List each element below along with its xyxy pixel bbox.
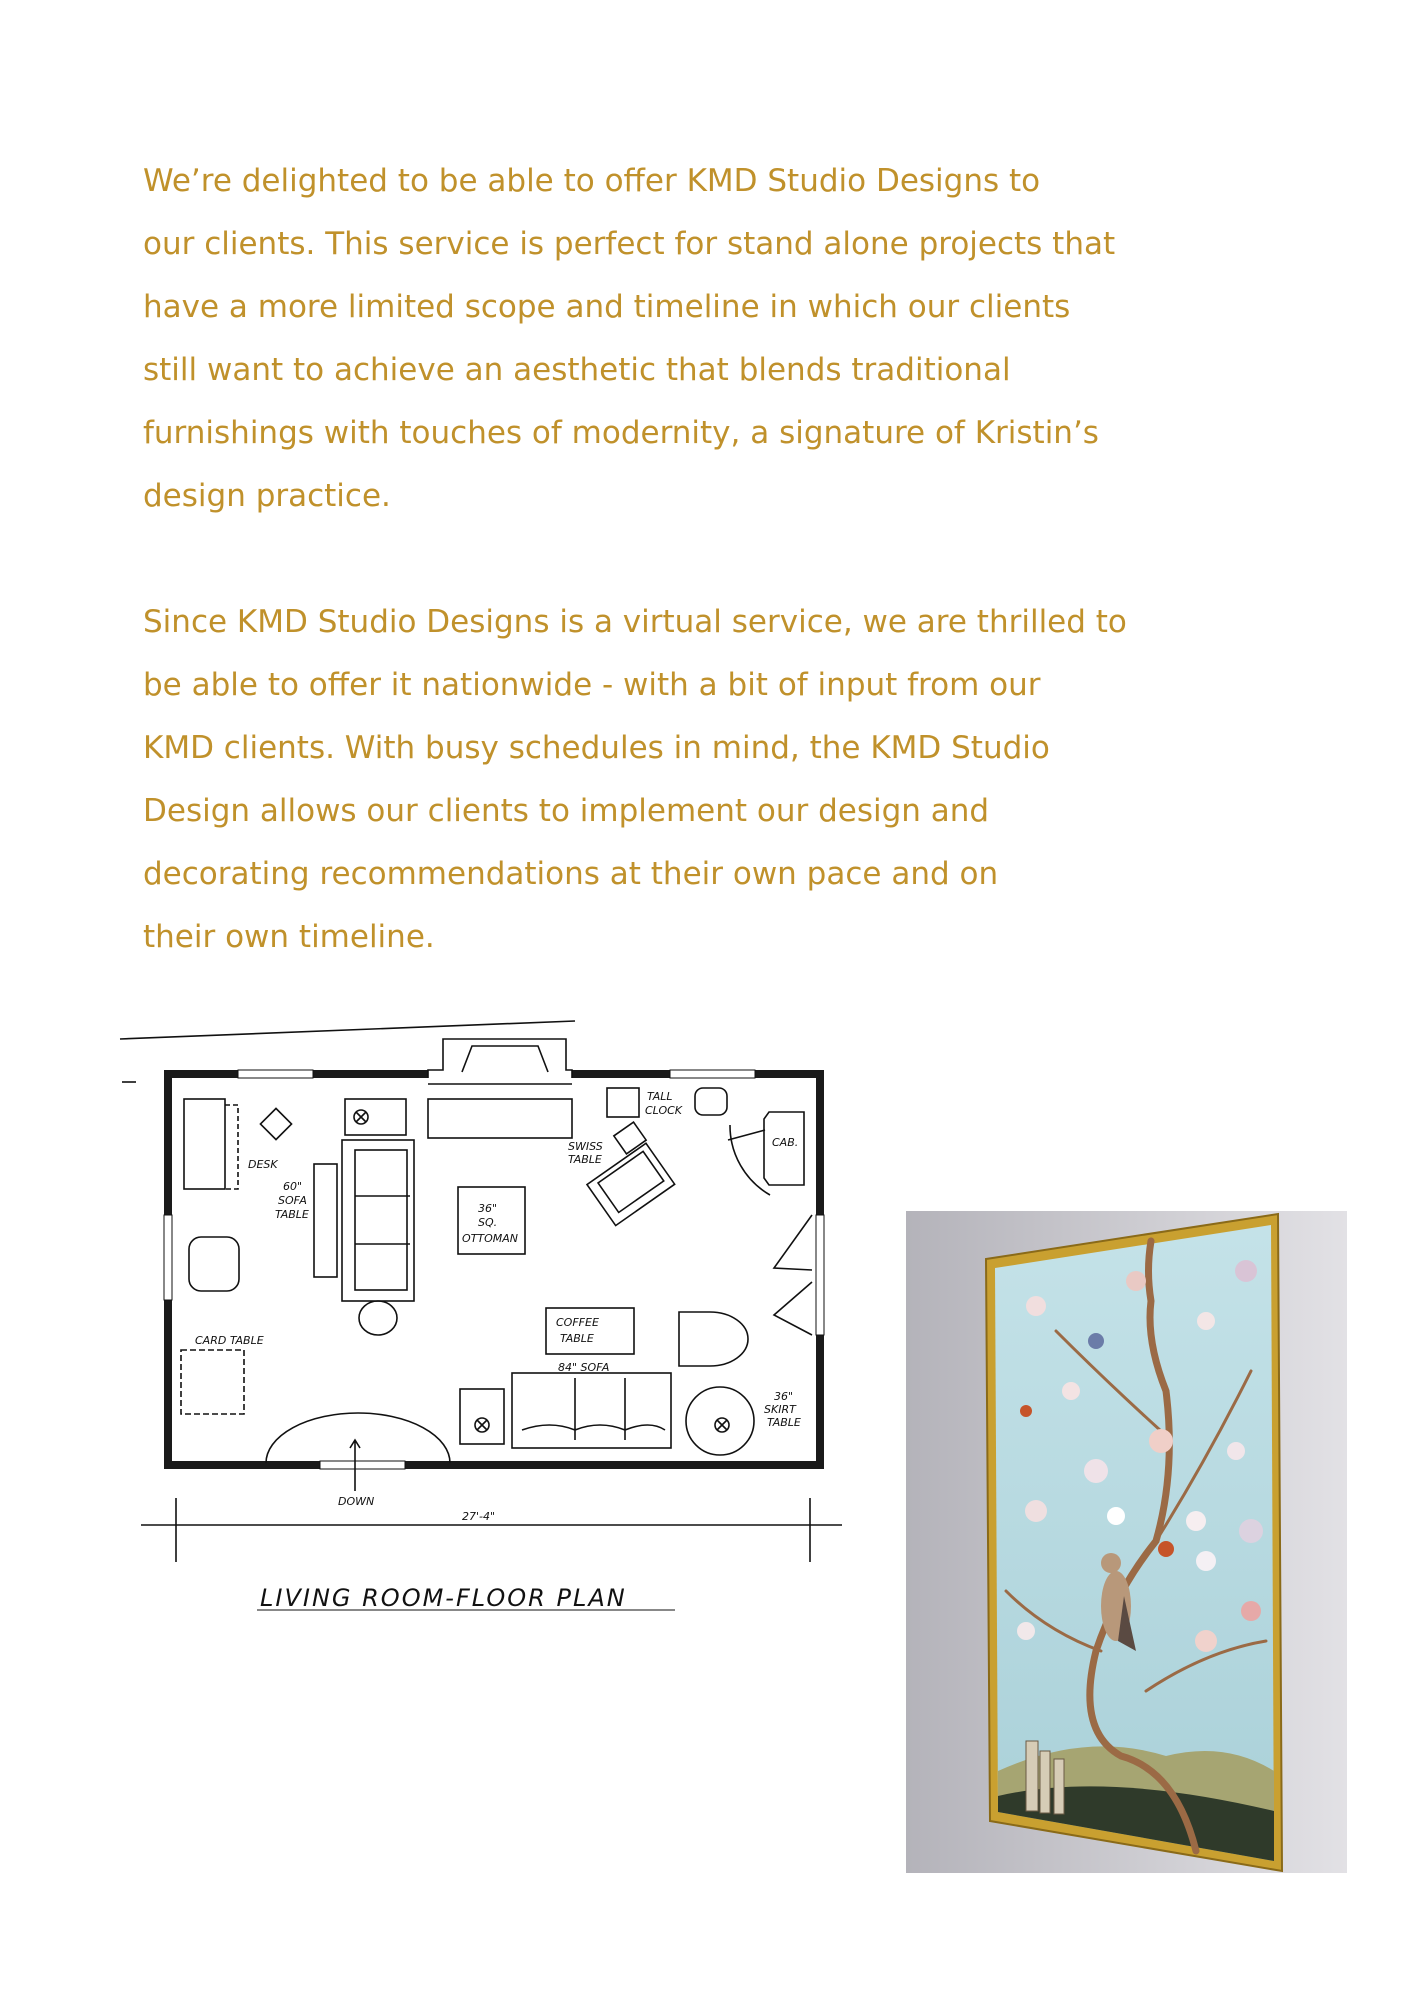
text-line: decorating recommendations at their own pace and on [143, 856, 999, 892]
label-desk: DESK [248, 1158, 278, 1171]
label-coffee-table: COFFEE [556, 1316, 599, 1329]
label-sofa-table: 60" [283, 1180, 303, 1193]
sketch-line [120, 1021, 575, 1039]
tall-clock [607, 1088, 639, 1117]
text-line: We’re delighted to be able to offer KMD Studio Designs to [143, 163, 1041, 199]
swiss-table [614, 1122, 646, 1154]
text-line: have a more limited scope and timeline in which our clients [143, 289, 1071, 325]
floor-plan-title: LIVING ROOM-FLOOR PLAN [260, 1584, 627, 1612]
dimension-label: 27'-4" [462, 1510, 496, 1523]
floor-plan-drawing [110, 1000, 860, 1650]
label-skirt-table: 36" [774, 1390, 794, 1403]
fireplace [428, 1039, 572, 1138]
label-skirt-table: TABLE [767, 1416, 801, 1429]
label-card-table: CARD TABLE [195, 1334, 264, 1347]
skirt-table [686, 1387, 754, 1455]
label-cab: CAB. [772, 1136, 799, 1149]
label-coffee-table: TABLE [560, 1332, 594, 1345]
label-swiss-table: TABLE [568, 1153, 602, 1166]
text-line: Since KMD Studio Designs is a virtual service, we are thrilled to [143, 604, 1127, 640]
text-line: furnishings with touches of modernity, a signature of Kristin’s [143, 415, 1099, 451]
chair-top-right [695, 1088, 727, 1115]
text-line: KMD clients. With busy schedules in mind, the KMD Studio [143, 730, 1050, 766]
label-tall-clock: TALL [647, 1090, 673, 1103]
diamond-chair [260, 1108, 291, 1139]
sofa-table [314, 1164, 337, 1277]
text-line: Design allows our clients to implement our design and [143, 793, 990, 829]
paragraph-intro [143, 150, 1363, 528]
x-ottoman [345, 1099, 406, 1135]
text-line: their own timeline. [143, 919, 435, 955]
desk-chair-outline [225, 1105, 238, 1189]
armchair-left [189, 1237, 239, 1291]
text-line: design practice. [143, 478, 391, 514]
round-table [359, 1301, 397, 1335]
label-sofa-table: SOFA [278, 1194, 307, 1207]
room-walls [164, 1070, 824, 1469]
paragraph-virtual-service [143, 591, 1363, 969]
dimension-line [141, 1498, 842, 1562]
label-ottoman: 36" [478, 1202, 498, 1215]
label-swiss-table: SWISS [568, 1140, 603, 1153]
body-copy [143, 150, 1363, 1032]
label-sofa-table: TABLE [275, 1208, 309, 1221]
text-line: our clients. This service is perfect for stand alone projects that [143, 226, 1116, 262]
sofa-left [342, 1140, 414, 1301]
coffee-table [546, 1308, 634, 1354]
door-swing [266, 1413, 450, 1463]
desk [184, 1099, 225, 1189]
label-skirt-table: SKIRT [764, 1403, 796, 1416]
d-chair [679, 1312, 748, 1366]
card-table [181, 1350, 244, 1414]
label-ottoman: OTTOMAN [462, 1232, 518, 1245]
label-down: DOWN [338, 1495, 375, 1508]
sofa-84 [512, 1373, 671, 1448]
label-tall-clock: CLOCK [645, 1104, 683, 1117]
label-84-sofa: 84" SOFA [558, 1361, 610, 1374]
framed-chinoiserie-panel-photo [906, 1211, 1347, 1873]
label-ottoman: SQ. [478, 1216, 498, 1229]
x-side-table [460, 1389, 504, 1444]
text-line: be able to offer it nationwide - with a bit of input from our [143, 667, 1041, 703]
french-doors [774, 1215, 812, 1335]
text-line: still want to achieve an aesthetic that blends traditional [143, 352, 1011, 388]
